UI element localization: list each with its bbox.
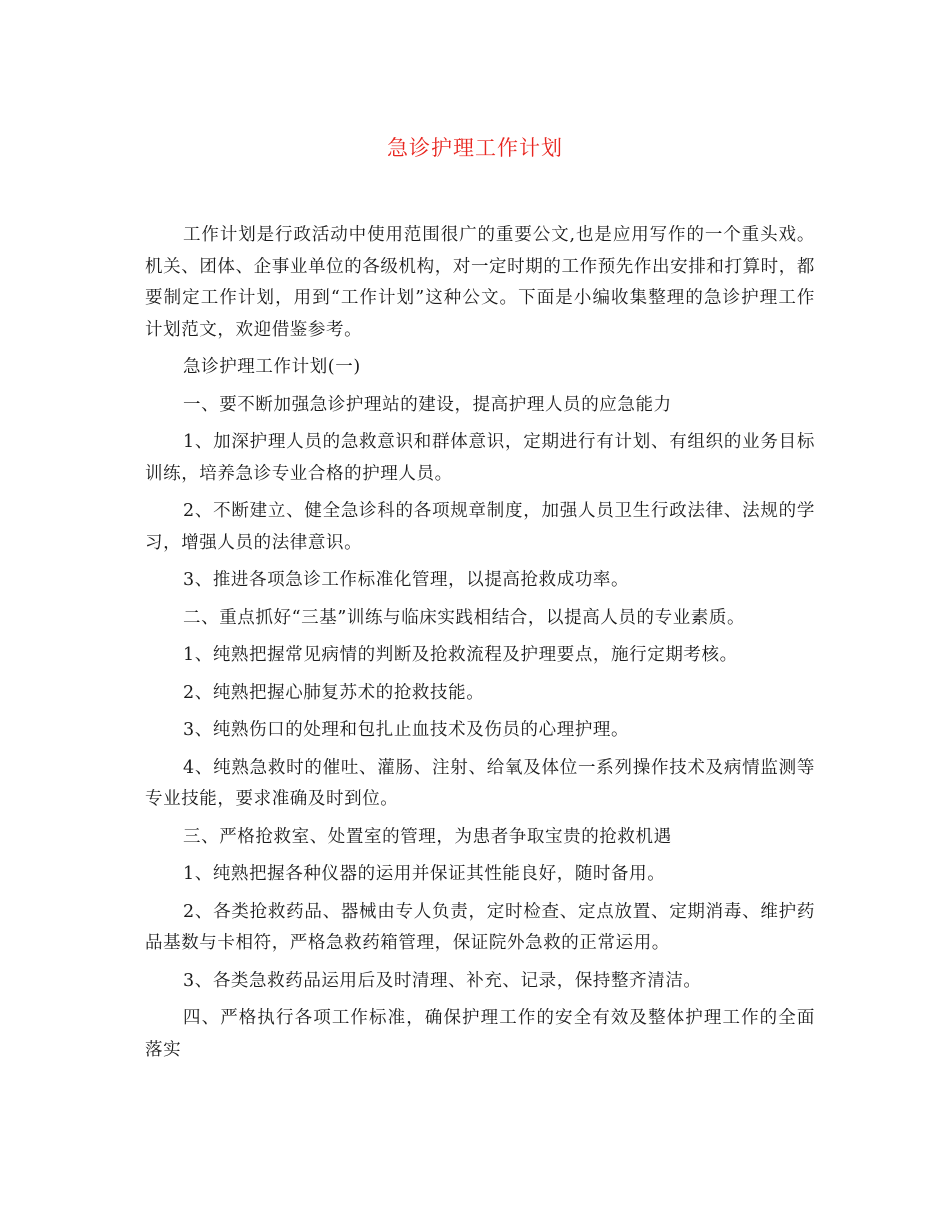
list-item: 1、纯熟把握各种仪器的运用并保证其性能良好，随时备用。 <box>183 864 666 884</box>
list-item: 3、推进各项急诊工作标准化管理，以提高抢救成功率。 <box>183 570 630 590</box>
section-heading: 四、严格执行各项工作标准，确保护理工作的安全有效及整体护理工作的全面落实 <box>145 1008 815 1060</box>
list-item: 2、不断建立、健全急诊科的各项规章制度，加强人员卫生行政法律、法规的学习，增强人员的法律意识。 <box>145 501 815 553</box>
section-heading: 一、要不断加强急诊护理站的建设，提高护理人员的应急能力 <box>183 394 672 415</box>
list-item: 2、纯熟把握心肺复苏术的抢救技能。 <box>183 682 485 703</box>
list-item: 2、各类抢救药品、器械由专人负责，定时检查、定点放置、定期消毒、维护药品基数与卡相符，严格急救药箱管理，保证院外急救的正常运用。 <box>145 901 815 953</box>
document-title: 急诊护理工作计划 <box>387 136 563 160</box>
paragraph: 工作计划是行政活动中使用范围很广的重要公文,也是应用写作的一个重头戏。机关、团体、企事业单位的各级机构，对一定时期的工作预先作出安排和打算时，都要制定工作计划，用到“工作计划”这种公文。下面是小编收集整理的急诊护理工作计划范文，欢迎借鉴参考。 <box>145 225 815 340</box>
list-item: 1、加深护理人员的急救意识和群体意识，定期进行有计划、有组织的业务目标训练，培养急诊专业合格的护理人员。 <box>145 432 815 484</box>
document-body <box>145 220 815 1072</box>
section-heading: 急诊护理工作计划(一) <box>183 357 361 377</box>
list-item: 4、纯熟急救时的催吐、灌肠、注射、给氧及体位一系列操作技术及病情监测等专业技能，要求准确及时到位。 <box>145 757 815 809</box>
list-item: 3、各类急救药品运用后及时清理、补充、记录，保持整齐清洁。 <box>183 970 702 991</box>
list-item: 3、纯熟伤口的处理和包扎止血技术及伤员的心理护理。 <box>183 720 630 740</box>
list-item: 1、纯熟把握常见病情的判断及抢救流程及护理要点，施行定期考核。 <box>183 645 738 665</box>
section-heading: 二、重点抓好“三基”训练与临床实践相结合，以提高人员的专业素质。 <box>183 607 746 628</box>
section-heading: 三、严格抢救室、处置室的管理，为患者争取宝贵的抢救机遇 <box>183 826 672 847</box>
